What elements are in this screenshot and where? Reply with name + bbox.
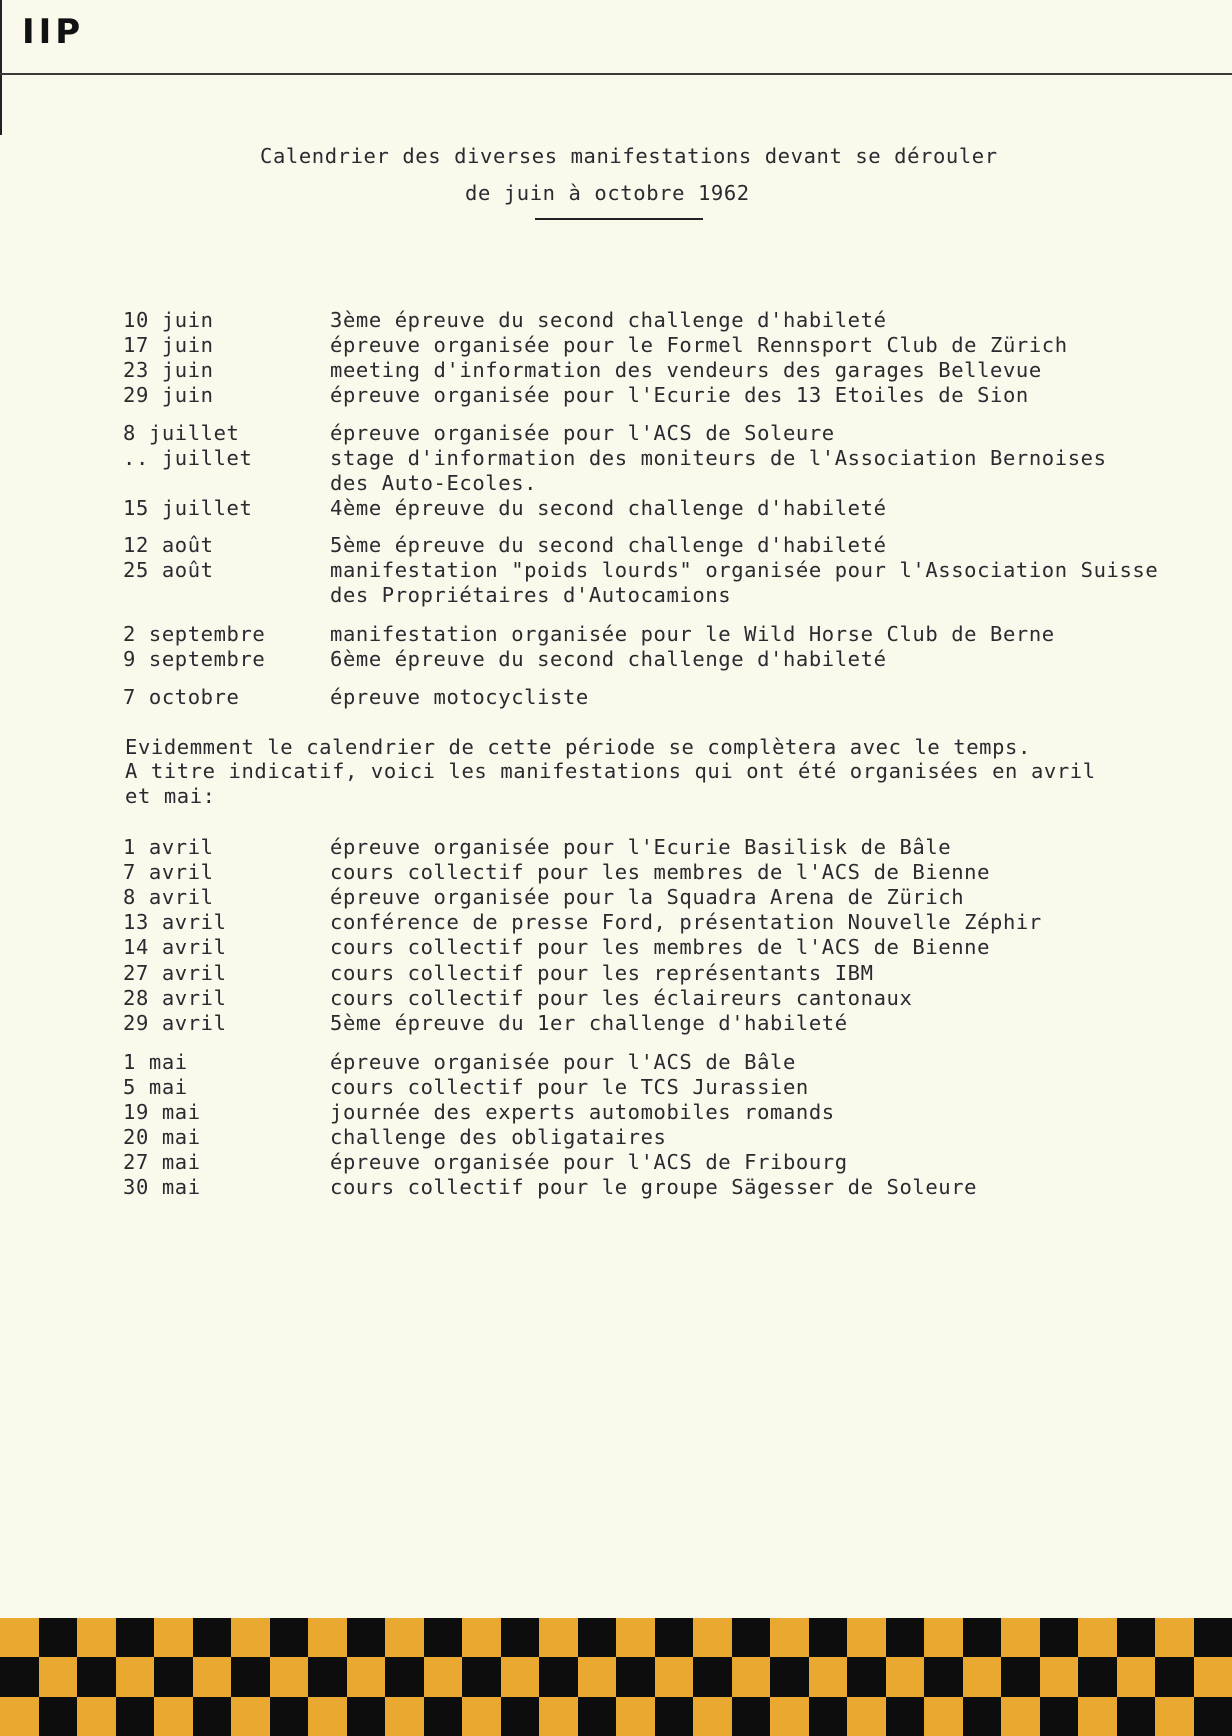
event-desc: conférence de presse Ford, présentation Nouvelle Zéphir	[330, 910, 1042, 934]
event-desc: cours collectif pour les membres de l'ACS de Bienne	[330, 935, 991, 959]
checker-square	[1194, 1697, 1232, 1736]
checker-square	[732, 1657, 771, 1696]
checker-square	[1078, 1697, 1117, 1736]
header-divider	[0, 73, 1232, 75]
checker-square	[963, 1657, 1002, 1696]
checker-square	[0, 1618, 39, 1657]
event-desc: 5ème épreuve du second challenge d'habileté	[330, 533, 887, 557]
checker-square	[231, 1618, 270, 1657]
event-date: 14 avril	[123, 935, 227, 959]
event-date: 30 mai	[123, 1175, 201, 1199]
event-desc: épreuve organisée pour l'Ecurie des 13 Etoiles de Sion	[330, 383, 1029, 407]
checker-square	[193, 1657, 232, 1696]
page-edge	[0, 0, 2, 135]
event-desc: cours collectif pour le TCS Jurassien	[330, 1075, 809, 1099]
checker-square	[270, 1657, 309, 1696]
event-desc: cours collectif pour les représentants IBM	[330, 961, 874, 985]
checker-square	[308, 1618, 347, 1657]
checker-square	[424, 1618, 463, 1657]
checker-square	[924, 1618, 963, 1657]
checker-square	[963, 1697, 1002, 1736]
event-date: 27 avril	[123, 961, 227, 985]
checker-square	[1040, 1618, 1079, 1657]
event-date: 8 avril	[123, 885, 214, 909]
checker-square	[385, 1618, 424, 1657]
checker-square	[1155, 1618, 1194, 1657]
event-date: 23 juin	[123, 358, 214, 382]
event-date: 12 août	[123, 533, 214, 557]
event-date: 19 mai	[123, 1100, 201, 1124]
checker-square	[693, 1697, 732, 1736]
checker-square	[193, 1697, 232, 1736]
checker-square	[231, 1657, 270, 1696]
checker-square	[616, 1657, 655, 1696]
checker-square	[77, 1657, 116, 1696]
checker-square	[1001, 1697, 1040, 1736]
event-desc: épreuve organisée pour l'ACS de Bâle	[330, 1050, 796, 1074]
event-desc: stage d'information des moniteurs de l'Association Bernoises	[330, 446, 1107, 470]
checker-square	[886, 1657, 925, 1696]
checker-square	[154, 1697, 193, 1736]
checker-square	[347, 1618, 386, 1657]
checker-square	[886, 1697, 925, 1736]
checker-square	[655, 1697, 694, 1736]
checker-square	[0, 1697, 39, 1736]
event-date: 1 mai	[123, 1050, 188, 1074]
event-date: 29 avril	[123, 1011, 227, 1035]
checker-square	[501, 1697, 540, 1736]
checker-square	[924, 1657, 963, 1696]
checker-square	[847, 1657, 886, 1696]
logo: IIP	[22, 12, 85, 52]
event-date: 8 juillet	[123, 421, 240, 445]
checker-square	[578, 1657, 617, 1696]
checker-square	[270, 1618, 309, 1657]
event-desc: épreuve organisée pour l'Ecurie Basilisk de Bâle	[330, 835, 952, 859]
checker-square	[809, 1697, 848, 1736]
checker-square	[1194, 1618, 1232, 1657]
checker-square	[924, 1697, 963, 1736]
checker-square	[501, 1657, 540, 1696]
event-date: 25 août	[123, 558, 214, 582]
checker-square	[770, 1618, 809, 1657]
checker-square	[501, 1618, 540, 1657]
checker-square	[154, 1657, 193, 1696]
checker-square	[462, 1697, 501, 1736]
event-desc: 3ème épreuve du second challenge d'habileté	[330, 308, 887, 332]
event-date: 17 juin	[123, 333, 214, 357]
checker-square	[77, 1697, 116, 1736]
checker-square	[1194, 1657, 1232, 1696]
checker-square	[116, 1657, 155, 1696]
event-date: 20 mai	[123, 1125, 201, 1149]
checker-square	[847, 1618, 886, 1657]
event-desc: 4ème épreuve du second challenge d'habileté	[330, 496, 887, 520]
checker-square	[693, 1657, 732, 1696]
event-desc: journée des experts automobiles romands	[330, 1100, 835, 1124]
checker-square	[963, 1618, 1002, 1657]
checker-square	[116, 1697, 155, 1736]
checker-square	[39, 1618, 78, 1657]
event-desc: cours collectif pour le groupe Sägesser de Soleure	[330, 1175, 978, 1199]
checker-square	[462, 1618, 501, 1657]
event-desc: cours collectif pour les membres de l'ACS de Bienne	[330, 860, 991, 884]
event-date: 9 septembre	[123, 647, 266, 671]
event-desc: épreuve organisée pour la Squadra Arena de Zürich	[330, 885, 965, 909]
event-date: 5 mai	[123, 1075, 188, 1099]
checker-square	[539, 1657, 578, 1696]
event-desc: des Propriétaires d'Autocamions	[330, 583, 732, 607]
event-desc: épreuve organisée pour le Formel Rennsport Club de Zürich	[330, 333, 1068, 357]
checker-square	[231, 1697, 270, 1736]
checkered-footer-band	[0, 1618, 1232, 1736]
checker-square	[809, 1618, 848, 1657]
event-date: 7 octobre	[123, 685, 240, 709]
checker-square	[1040, 1697, 1079, 1736]
checker-square	[693, 1618, 732, 1657]
checker-square	[193, 1618, 232, 1657]
checker-square	[655, 1618, 694, 1657]
checker-square	[39, 1697, 78, 1736]
checker-square	[616, 1697, 655, 1736]
event-desc: 5ème épreuve du 1er challenge d'habileté	[330, 1011, 848, 1035]
event-date: 10 juin	[123, 308, 214, 332]
event-date: 7 avril	[123, 860, 214, 884]
checker-square	[847, 1697, 886, 1736]
event-desc: 6ème épreuve du second challenge d'habileté	[330, 647, 887, 671]
event-desc: challenge des obligataires	[330, 1125, 667, 1149]
checker-square	[385, 1697, 424, 1736]
event-date: .. juillet	[123, 446, 253, 470]
checker-square	[1078, 1618, 1117, 1657]
checker-square	[116, 1618, 155, 1657]
checker-square	[154, 1618, 193, 1657]
title-line-1: Calendrier des diverses manifestations devant se dérouler	[260, 144, 998, 168]
checker-square	[347, 1697, 386, 1736]
checker-square	[308, 1657, 347, 1696]
checker-square	[0, 1657, 39, 1696]
checker-square	[655, 1657, 694, 1696]
event-desc: cours collectif pour les éclaireurs cantonaux	[330, 986, 913, 1010]
event-desc: épreuve motocycliste	[330, 685, 589, 709]
checker-square	[539, 1618, 578, 1657]
checker-square	[1117, 1657, 1156, 1696]
checker-square	[270, 1697, 309, 1736]
checker-square	[578, 1618, 617, 1657]
checker-square	[578, 1697, 617, 1736]
event-desc: meeting d'information des vendeurs des garages Bellevue	[330, 358, 1042, 382]
checker-square	[1155, 1697, 1194, 1736]
checker-square	[809, 1657, 848, 1696]
checker-square	[732, 1697, 771, 1736]
checker-square	[1117, 1618, 1156, 1657]
checker-square	[77, 1618, 116, 1657]
checker-square	[462, 1657, 501, 1696]
checker-square	[1040, 1657, 1079, 1696]
checker-square	[1117, 1697, 1156, 1736]
checker-square	[424, 1657, 463, 1696]
checker-square	[39, 1657, 78, 1696]
checker-square	[308, 1697, 347, 1736]
event-desc: manifestation "poids lourds" organisée pour l'Association Suisse	[330, 558, 1159, 582]
checker-square	[1001, 1657, 1040, 1696]
event-desc: des Auto-Ecoles.	[330, 471, 538, 495]
paragraph-line: A titre indicatif, voici les manifestations qui ont été organisées en avril	[125, 759, 1096, 783]
checker-square	[732, 1618, 771, 1657]
checker-square	[1155, 1657, 1194, 1696]
checker-square	[424, 1697, 463, 1736]
event-date: 27 mai	[123, 1150, 201, 1174]
event-desc: épreuve organisée pour l'ACS de Fribourg	[330, 1150, 848, 1174]
checker-square	[770, 1697, 809, 1736]
checker-square	[1001, 1618, 1040, 1657]
checker-square	[1078, 1657, 1117, 1696]
event-date: 1 avril	[123, 835, 214, 859]
checker-square	[347, 1657, 386, 1696]
checker-square	[385, 1657, 424, 1696]
paragraph-line: et mai:	[125, 784, 216, 808]
checker-square	[886, 1618, 925, 1657]
title-underline	[535, 218, 703, 220]
event-date: 29 juin	[123, 383, 214, 407]
event-desc: épreuve organisée pour l'ACS de Soleure	[330, 421, 835, 445]
event-desc: manifestation organisée pour le Wild Horse Club de Berne	[330, 622, 1055, 646]
checker-square	[539, 1697, 578, 1736]
event-date: 15 juillet	[123, 496, 253, 520]
event-date: 28 avril	[123, 986, 227, 1010]
checker-square	[616, 1618, 655, 1657]
event-date: 13 avril	[123, 910, 227, 934]
title-line-2: de juin à octobre 1962	[465, 181, 750, 205]
event-date: 2 septembre	[123, 622, 266, 646]
paragraph-line: Evidemment le calendrier de cette période se complètera avec le temps.	[125, 735, 1031, 759]
checker-square	[770, 1657, 809, 1696]
